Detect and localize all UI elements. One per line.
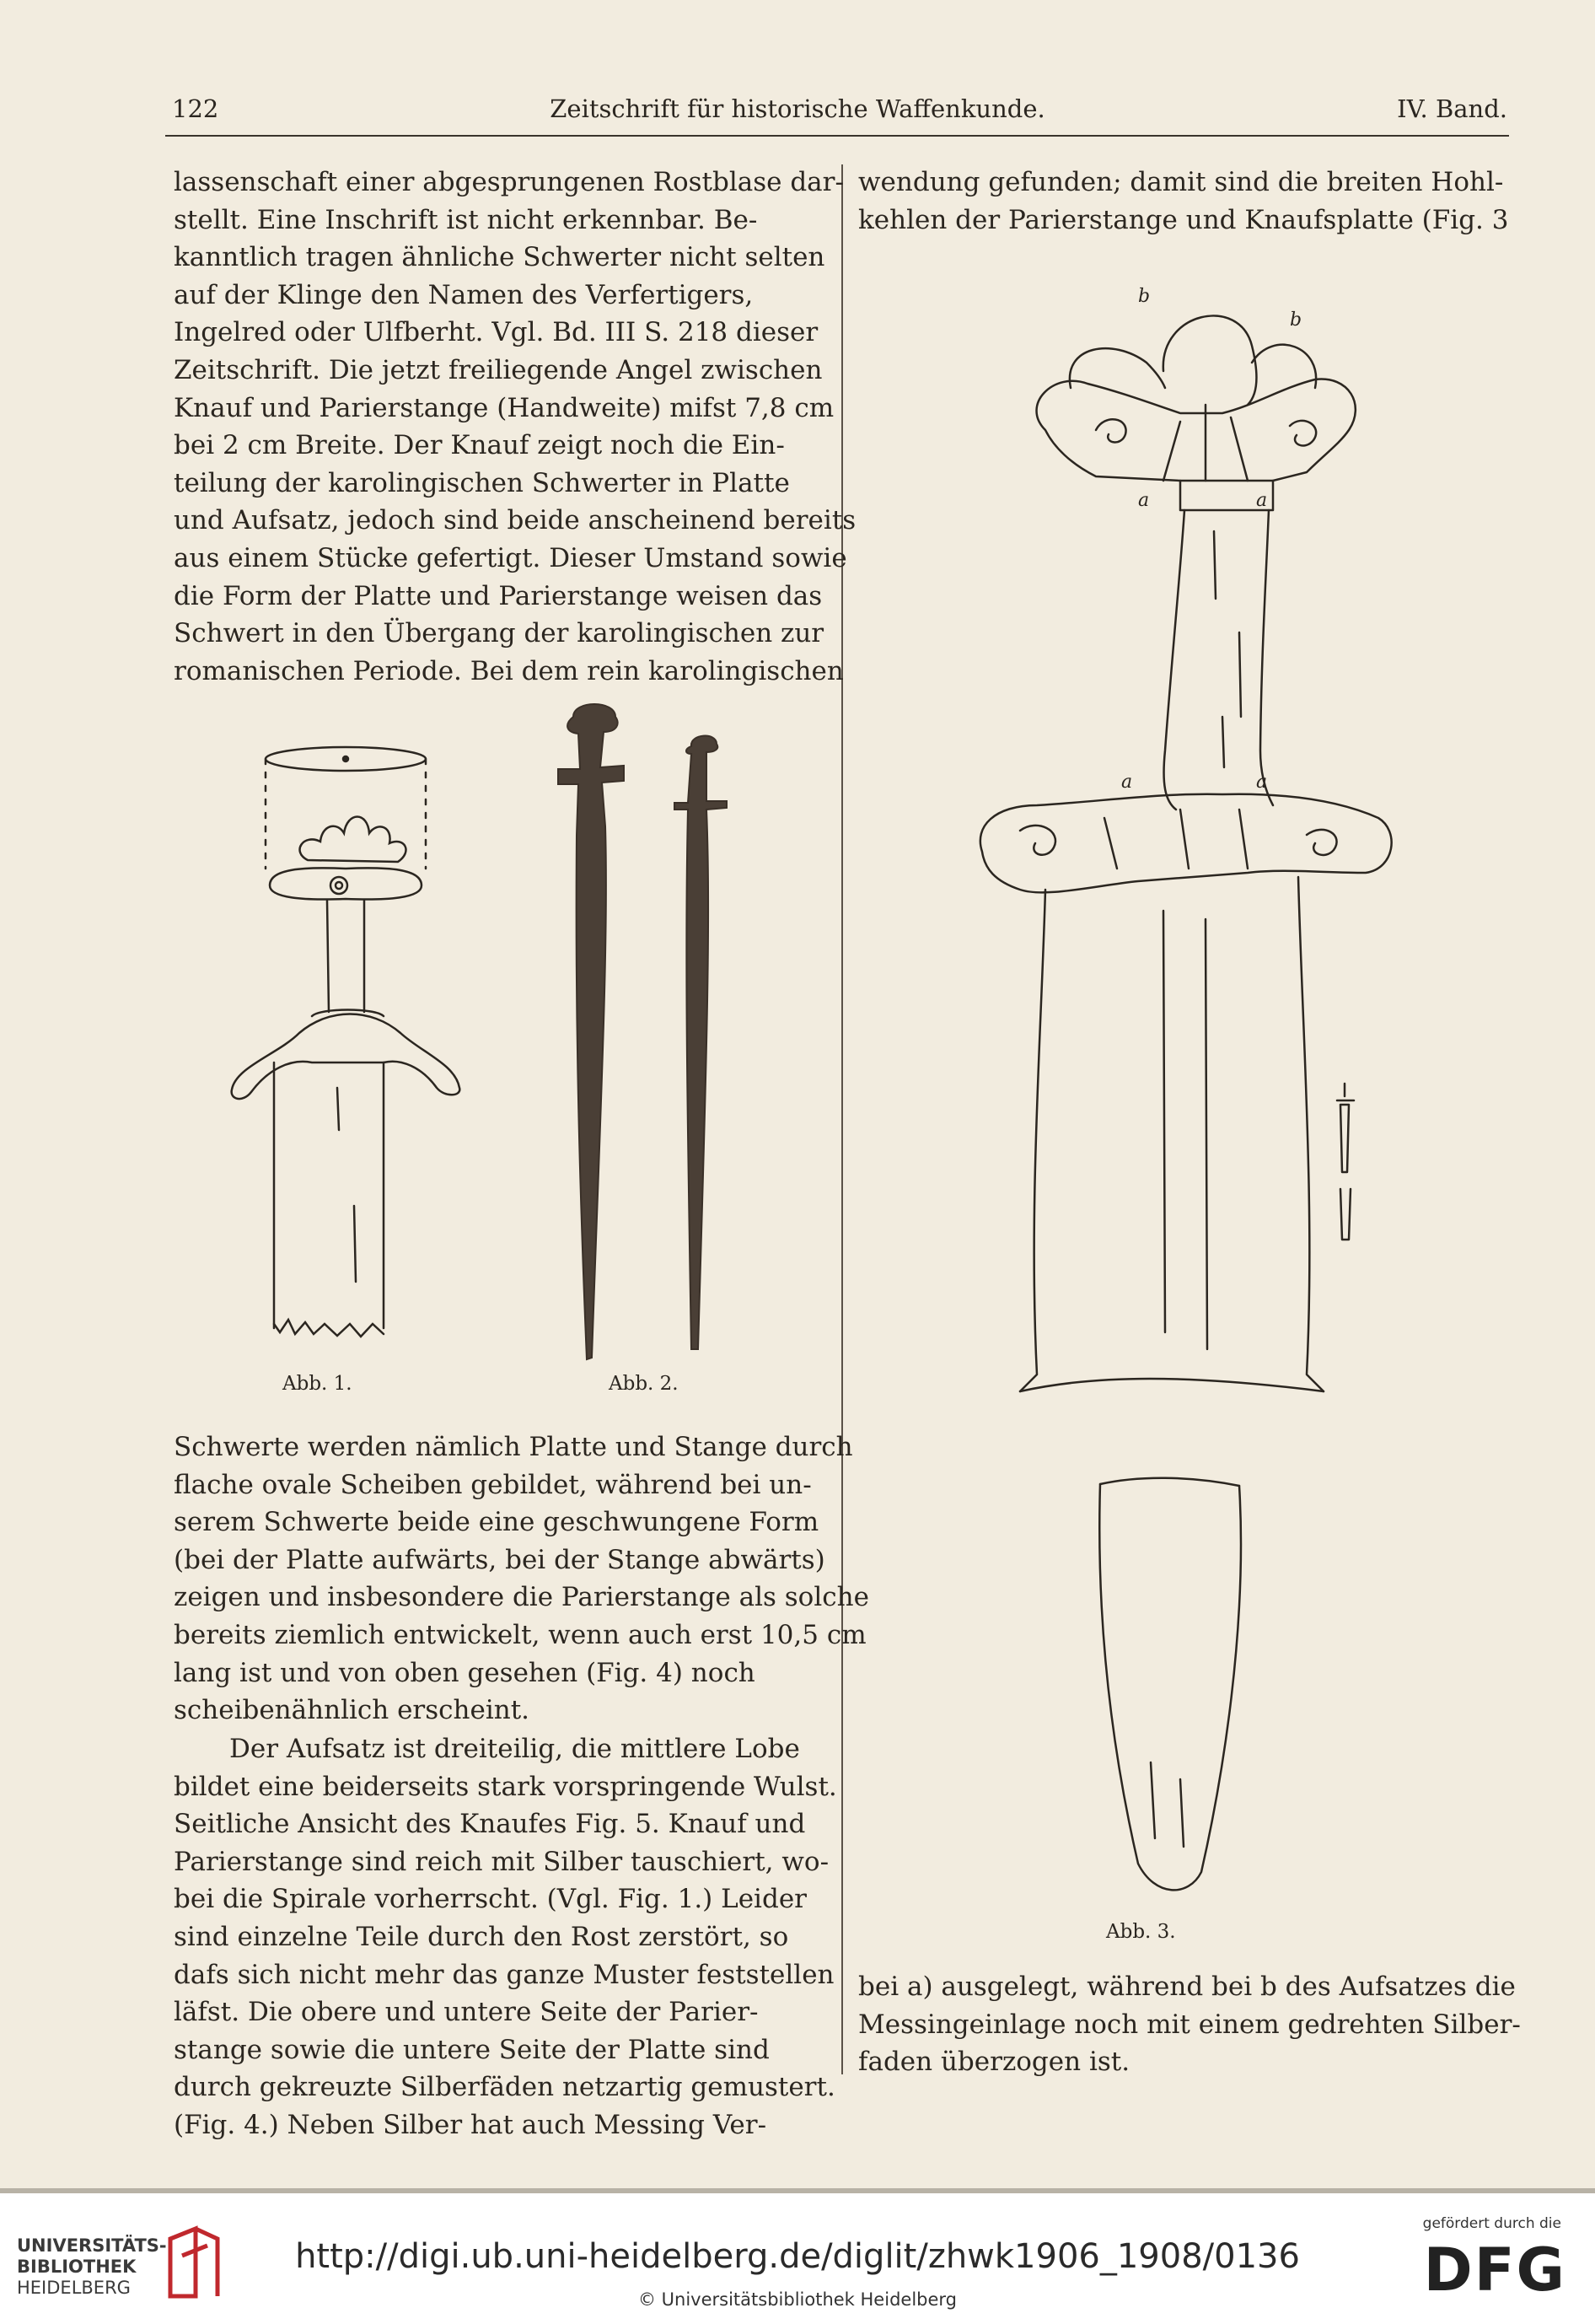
left-paragraph-3: Der Aufsatz ist dreiteilig, die mittlere Lobe bildet eine beiderseits stark vorspringende Wulst. Seitliche Ansicht des Knaufes Fig. 5. Knauf und Parierstange sind reich mit Silber tauschiert, wo- bei die Spirale vorherrscht. (Vgl. Fig. 1.) Leider sind einzelne Teile durch den Rost zerstört, so dafs sich nicht mehr das ganze Muster feststellen läfst. Die obere und untere Seite der Parier- stange sowie die untere Seite der Platte sind durch gekreuzte Silberfäden netzartig gemustert. (Fig. 4.) Neben Silber hat auch Messing Ver- [174, 1734, 837, 2140]
header-rule [165, 135, 1509, 137]
left-paragraph-2: Schwerte werden nämlich Platte und Stange durch flache ovale Scheiben gebildet, während bei un- serem Schwerte beide eine geschwungene Form (bei der Platte aufwärts, bei der Stange abwärts) zeigen und insbesondere die Parierstange als solche bereits ziemlich entwickelt, wenn auch erst 10,5 cm lang ist und von oben gesehen (Fig. 4) noch scheibenähnlich erscheint. [174, 1432, 869, 1726]
caption-abb-3: Abb. 3. [1106, 1921, 1176, 1943]
right-paragraph-1: wendung gefunden; damit sind die breiten Hohl- kehlen der Parierstange und Knaufsplatte (Fig. 3 [858, 167, 1509, 235]
figure-1-sword-hilt-drawing [211, 734, 464, 1358]
permalink-url[interactable]: http://digi.ub.uni-heidelberg.de/diglit/zhwk1906_1908/0136 [295, 2237, 1300, 2276]
dfg-logo: DFG [1423, 2235, 1566, 2305]
volume-label: IV. Band. [1397, 94, 1507, 123]
library-logo-text: UNIVERSITÄTS- BIBLIOTHEK HEIDELBERG [17, 2235, 167, 2298]
caption-abb-2: Abb. 2. [609, 1373, 679, 1395]
figure-2-sword-photographs [540, 691, 767, 1366]
caption-abb-1: Abb. 1. [282, 1373, 352, 1395]
column-divider-upper [841, 164, 843, 1408]
letter-b-right: b [1290, 309, 1302, 331]
copyright-notice: © Universitätsbibliothek Heidelberg [637, 2289, 957, 2310]
digitization-footer [0, 2188, 1595, 2324]
letter-a-pommel-right: a [1256, 490, 1268, 511]
figure-3-sword-drawing [969, 278, 1408, 1923]
funding-label: gefördert durch die [1422, 2215, 1561, 2232]
page-number: 122 [172, 94, 219, 123]
letter-a-guard-left: a [1121, 772, 1133, 793]
letter-a-pommel-left: a [1138, 490, 1150, 511]
right-paragraph-2: bei a) ausgelegt, während bei b des Aufsatzes die Messingeinlage noch mit einem gedrehten Silber- faden überzogen ist. [858, 1972, 1521, 2078]
letter-b-left: b [1138, 286, 1151, 307]
column-divider-lower [841, 1408, 843, 2074]
journal-title: Zeitschrift für historische Waffenkunde. [550, 94, 1045, 123]
left-paragraph-1: lassenschaft einer abgesprungenen Rostblase dar- stellt. Eine Inschrift ist nicht erkennbar. Be- kanntlich tragen ähnliche Schwerter nicht selten auf der Klinge den Namen des Verfertigers, Ingelred oder Ulfberht. Vgl. Bd. III S. 218 dieser Zeitschrift. Die jetzt freiliegende Angel zwischen Knauf und Parierstange (Handweite) mifst 7,8 cm bei 2 cm Breite. Der Knauf zeigt noch die Ein- teilung der karolingischen Schwerter in Platte und Aufsatz, jedoch sind beide anscheinend bereits aus einem Stücke gefertigt. Dieser Umstand sowie die Form der Platte und Parierstange weisen das Schwert in den Übergang der karolingischen zur romanischen Periode. Bei dem rein karolingischen [174, 167, 857, 686]
letter-a-guard-right: a [1256, 772, 1268, 793]
footer-rule [0, 2188, 1595, 2193]
